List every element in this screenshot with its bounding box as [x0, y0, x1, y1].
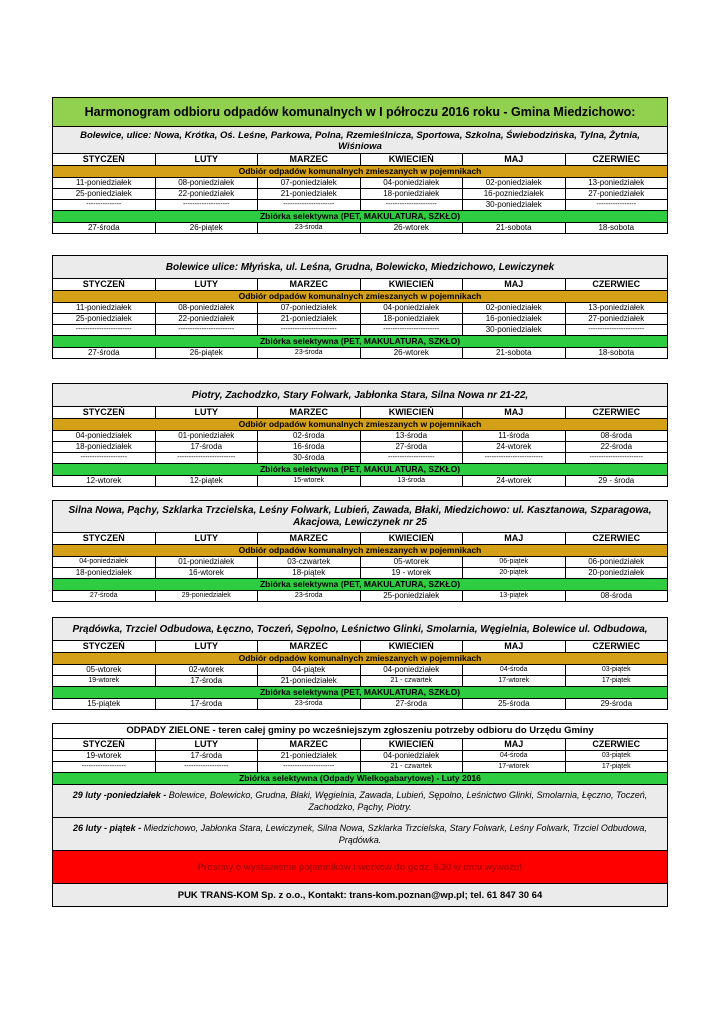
date-cell: 12-wtorek [53, 476, 156, 487]
date-cell: 04-poniedziałek [360, 665, 463, 676]
date-cell: 13-środa [360, 431, 463, 442]
bulky-note-date: 29 luty -poniedziałek - [72, 790, 167, 800]
date-cell: 23-środa [258, 591, 361, 602]
date-cell: 08-środa [565, 431, 668, 442]
date-cell: 17-środa [155, 442, 258, 453]
month-header: KWIECIEŃ [360, 407, 463, 419]
date-cell: 05-wtorek [53, 665, 156, 676]
mixed-waste-band: Odbiór odpadów komunalnych zmieszanych w pojemnikach [53, 166, 668, 178]
month-header: KWIECIEŃ [360, 641, 463, 653]
date-cell: 27-środa [360, 442, 463, 453]
date-cell: 19-wtorek [53, 676, 156, 687]
bulky-note-places: Bolewice, Bolewicko, Grudna, Błaki, Węgielnia, Zawada, Lubień, Sępolno, Leśnictwo Glinki, Smolarnia, Łęczno, Toczeń, Zachodzko, Pąchy, Piotry. [166, 790, 648, 812]
month-header: CZERWIEC [565, 154, 668, 166]
date-cell: ---------------------- [258, 762, 361, 773]
date-cell: 13-poniedziałek [565, 178, 668, 189]
date-cell: 02-środa [258, 431, 361, 442]
bulky-note-2 [52, 818, 668, 851]
date-cell: 21 - czwartek [360, 676, 463, 687]
selective-waste-band: Zbiórka selektywna (PET, MAKULATURA, SZKŁO) [53, 336, 668, 348]
date-cell: 26-piątek [155, 223, 258, 234]
date-cell: 03-piątek [565, 665, 668, 676]
date-cell: 12-piątek [155, 476, 258, 487]
date-cell: --------------- [53, 200, 156, 211]
date-cell: 30-poniedziałek [463, 325, 566, 336]
bulky-note-1 [52, 785, 668, 818]
month-header: STYCZEŃ [53, 533, 156, 545]
month-header: MARZEC [258, 641, 361, 653]
month-header: MAJ [463, 407, 566, 419]
date-cell: 22-poniedziałek [155, 189, 258, 200]
page-title: Harmonogram odbioru odpadów komunalnych w I półroczu 2016 roku - Gmina Miedzichowo: [52, 97, 668, 126]
date-cell: 13-środa [360, 476, 463, 487]
date-cell: 21-poniedziałek [258, 189, 361, 200]
date-cell: 27-środa [360, 699, 463, 710]
date-cell: 17-środa [155, 676, 258, 687]
date-cell: 01-poniedziałek [155, 431, 258, 442]
mixed-waste-band: Odbiór odpadów komunalnych zmieszanych w pojemnikach [53, 653, 668, 665]
date-cell: ------------------------ [565, 325, 668, 336]
date-cell: 27-środa [53, 591, 156, 602]
date-cell: 18-poniedziałek [360, 189, 463, 200]
month-header: STYCZEŃ [53, 407, 156, 419]
date-cell: 20-piątek [463, 568, 566, 579]
selective-waste-band: Zbiórka selektywna (PET, MAKULATURA, SZKŁO) [53, 211, 668, 223]
date-cell: 21-poniedziałek [258, 676, 361, 687]
date-cell: 03-czwartek [258, 557, 361, 568]
date-cell: ------------------------ [53, 325, 156, 336]
month-header: KWIECIEŃ [360, 279, 463, 291]
date-cell: ------------------------- [155, 453, 258, 464]
date-cell: -------------------- [53, 453, 156, 464]
date-cell: 25-poniedziałek [360, 591, 463, 602]
date-cell: 29 - środa [565, 476, 668, 487]
date-cell: 17-piątek [565, 676, 668, 687]
month-header: STYCZEŃ [53, 739, 156, 751]
date-cell: 18-poniedziałek [53, 442, 156, 453]
month-header: MAJ [463, 739, 566, 751]
date-cell: ----------------- [565, 200, 668, 211]
date-cell: 22-środa [565, 442, 668, 453]
date-cell: 29-poniedziałek [155, 591, 258, 602]
month-header: CZERWIEC [565, 641, 668, 653]
date-cell: 23-środa [258, 699, 361, 710]
date-cell: 13-poniedziałek [565, 303, 668, 314]
month-header: LUTY [155, 279, 258, 291]
month-header: LUTY [155, 533, 258, 545]
section-title: Bolewice ulice: Młyńska, ul. Leśna, Grudna, Bolewicko, Miedzichowo, Lewiczynek [52, 255, 668, 278]
month-header: LUTY [155, 154, 258, 166]
date-cell: 25-poniedziałek [53, 314, 156, 325]
month-header: KWIECIEŃ [360, 154, 463, 166]
date-cell: ------------------------- [463, 453, 566, 464]
date-cell: 20-poniedziałek [565, 568, 668, 579]
date-cell: 04-piątek [258, 665, 361, 676]
month-header: CZERWIEC [565, 279, 668, 291]
date-cell: 04-poniedziałek [360, 178, 463, 189]
section-title: Piotry, Zachodzko, Stary Folwark, Jabłonka Stara, Silna Nowa nr 21-22, [52, 383, 668, 406]
mixed-waste-band: Odbiór odpadów komunalnych zmieszanych w pojemnikach [53, 419, 668, 431]
date-cell: 21-sobota [463, 223, 566, 234]
date-cell: 08-środa [565, 591, 668, 602]
date-cell: 18-poniedziałek [53, 568, 156, 579]
date-cell: 07-poniedziałek [258, 178, 361, 189]
date-cell: 13-piątek [463, 591, 566, 602]
date-cell: 11-poniedziałek [53, 178, 156, 189]
month-header: KWIECIEŃ [360, 739, 463, 751]
date-cell: ----------------------- [565, 453, 668, 464]
month-header: LUTY [155, 641, 258, 653]
date-cell: ------------------- [53, 762, 156, 773]
date-cell: 26-wtorek [360, 348, 463, 359]
date-cell: 11-poniedziałek [53, 303, 156, 314]
date-cell: 24-wtorek [463, 442, 566, 453]
green-waste-section [52, 723, 668, 907]
month-header: MARZEC [258, 739, 361, 751]
mixed-waste-band: Odbiór odpadów komunalnych zmieszanych w pojemnikach [53, 291, 668, 303]
month-header: STYCZEŃ [53, 641, 156, 653]
month-header: MARZEC [258, 279, 361, 291]
date-cell: 07-poniedziałek [258, 303, 361, 314]
selective-waste-band: Zbiórka selektywna (PET, MAKULATURA, SZKŁO) [53, 687, 668, 699]
month-header: MAJ [463, 533, 566, 545]
date-cell: 30-środa [258, 453, 361, 464]
date-cell: 17-środa [155, 751, 258, 762]
date-cell: 04-poniedziałek [53, 557, 156, 568]
date-cell: ------------------------ [360, 325, 463, 336]
date-cell: 26-piątek [155, 348, 258, 359]
date-cell: 01-poniedziałek [155, 557, 258, 568]
contact-footer: PUK TRANS-KOM Sp. z o.o., Kontakt: trans-kom.poznan@wp.pl; tel. 61 847 30 64 [52, 884, 668, 907]
date-cell: 30-poniedziałek [463, 200, 566, 211]
selective-waste-band: Zbiórka selektywna (PET, MAKULATURA, SZKŁO) [53, 464, 668, 476]
date-cell: 16-pozniedziałek [463, 189, 566, 200]
date-cell: 19 - wtorek [360, 568, 463, 579]
month-header: LUTY [155, 739, 258, 751]
section-title: Silna Nowa, Pąchy, Szklarka Trzcielska, Leśny Folwark, Lubień, Zawada, Błaki, Miedzichowo: ul. Kasztanowa, Szparagowa, Akacjowa, Lewiczynek nr 25 [52, 500, 668, 532]
date-cell: ------------------- [155, 762, 258, 773]
date-cell: ------------------------ [258, 325, 361, 336]
date-cell: 27-środa [53, 223, 156, 234]
month-header: MAJ [463, 279, 566, 291]
month-header: CZERWIEC [565, 739, 668, 751]
date-cell: 08-poniedziałek [155, 303, 258, 314]
month-header: LUTY [155, 407, 258, 419]
section-title: Bolewice, ulice: Nowa, Krótka, Oś. Leśne, Parkowa, Polna, Rzemieślnicza, Sportowa, Szkolna, Świebodzińska, Tylna, Żytnia, Wiśniowa [52, 126, 668, 153]
date-cell: 02-poniedziałek [463, 178, 566, 189]
date-cell: 04-poniedziałek [360, 303, 463, 314]
selective-waste-band: Zbiórka selektywna (PET, MAKULATURA, SZKŁO) [53, 579, 668, 591]
date-cell: 18-piątek [258, 568, 361, 579]
month-header: STYCZEŃ [53, 154, 156, 166]
mixed-waste-band: Odbiór odpadów komunalnych zmieszanych w pojemnikach [53, 545, 668, 557]
schedule-section-3 [52, 383, 668, 487]
date-cell: 27-poniedziałek [565, 189, 668, 200]
green-waste-title: ODPADY ZIELONE - teren całej gminy po wcześniejszym zgłoszeniu potrzeby odbioru do Urzędu Gminy [52, 723, 668, 738]
date-cell: 29-środa [565, 699, 668, 710]
date-cell: 17-środa [155, 699, 258, 710]
schedule-section-4 [52, 500, 668, 602]
month-header: MARZEC [258, 407, 361, 419]
date-cell: 17-wtorek [463, 762, 566, 773]
bulky-waste-band: Zbiórka selektywna (Odpady Wielkogabarytowe) - Luty 2016 [53, 773, 668, 785]
date-cell: -------------------- [155, 200, 258, 211]
date-cell: 16-środa [258, 442, 361, 453]
date-cell: ---------------------- [258, 200, 361, 211]
date-cell: 25-środa [463, 699, 566, 710]
date-cell: 21-sobota [463, 348, 566, 359]
date-cell: 17-wtorek [463, 676, 566, 687]
date-cell: 04-poniedziałek [360, 751, 463, 762]
section-title: Prądówka, Trzciel Odbudowa, Łęczno, Toczeń, Sępolno, Leśnictwo Glinki, Smolarnia, Węgielnia, Bolewice ul. Odbudowa, [52, 617, 668, 640]
month-header: KWIECIEŃ [360, 533, 463, 545]
date-cell: ---------------------- [360, 200, 463, 211]
schedule-section-5 [52, 617, 668, 710]
date-cell: 27-środa [53, 348, 156, 359]
date-cell: 21-poniedziałek [258, 314, 361, 325]
schedule-section-2 [52, 255, 668, 359]
date-cell: 18-sobota [565, 223, 668, 234]
date-cell: 21 - czwartek [360, 762, 463, 773]
date-cell: 25-poniedziałek [53, 189, 156, 200]
month-header: STYCZEŃ [53, 279, 156, 291]
date-cell: 02-poniedziałek [463, 303, 566, 314]
date-cell: 15-piątek [53, 699, 156, 710]
date-cell: 17-piątek [565, 762, 668, 773]
date-cell: ------------------------ [155, 325, 258, 336]
month-header: MARZEC [258, 154, 361, 166]
date-cell: 18-sobota [565, 348, 668, 359]
date-cell: 15-wtorek [258, 476, 361, 487]
date-cell: 11-środa [463, 431, 566, 442]
date-cell: 06-piątek [463, 557, 566, 568]
date-cell: 04-środa [463, 751, 566, 762]
month-header: MAJ [463, 641, 566, 653]
month-header: CZERWIEC [565, 533, 668, 545]
date-cell: 23-środa [258, 223, 361, 234]
date-cell: 06-poniedziałek [565, 557, 668, 568]
date-cell: 18-poniedziałek [360, 314, 463, 325]
date-cell: 08-poniedziałek [155, 178, 258, 189]
date-cell: 04-poniedziałek [53, 431, 156, 442]
date-cell: 27-poniedziałek [565, 314, 668, 325]
date-cell: 16-wtorek [155, 568, 258, 579]
month-header: CZERWIEC [565, 407, 668, 419]
date-cell: 04-środa [463, 665, 566, 676]
date-cell: 03-piątek [565, 751, 668, 762]
month-header: MARZEC [258, 533, 361, 545]
bulky-note-date: 26 luty - piątek - [73, 823, 142, 833]
date-cell: 23-środa [258, 348, 361, 359]
date-cell: 26-wtorek [360, 223, 463, 234]
date-cell: 02-wtorek [155, 665, 258, 676]
reminder-banner: Prosimy o wystawienie pojemników i worków do godz. 6.30 w dniu wywozu! [52, 851, 668, 884]
date-cell: 22-poniedziałek [155, 314, 258, 325]
date-cell: 21-poniedziałek [258, 751, 361, 762]
date-cell: -------------------- [360, 453, 463, 464]
month-header: MAJ [463, 154, 566, 166]
date-cell: 16-poniedziałek [463, 314, 566, 325]
date-cell: 19-wtorek [53, 751, 156, 762]
date-cell: 05-wtorek [360, 557, 463, 568]
schedule-section-1 [52, 97, 668, 234]
bulky-note-places: Miedzichowo, Jabłonka Stara, Lewiczynek, Silna Nowa, Szklarka Trzcielska, Stary Folwark, Leśny Folwark, Trzciel Odbudowa, Prądówka. [141, 823, 647, 845]
date-cell: 24-wtorek [463, 476, 566, 487]
